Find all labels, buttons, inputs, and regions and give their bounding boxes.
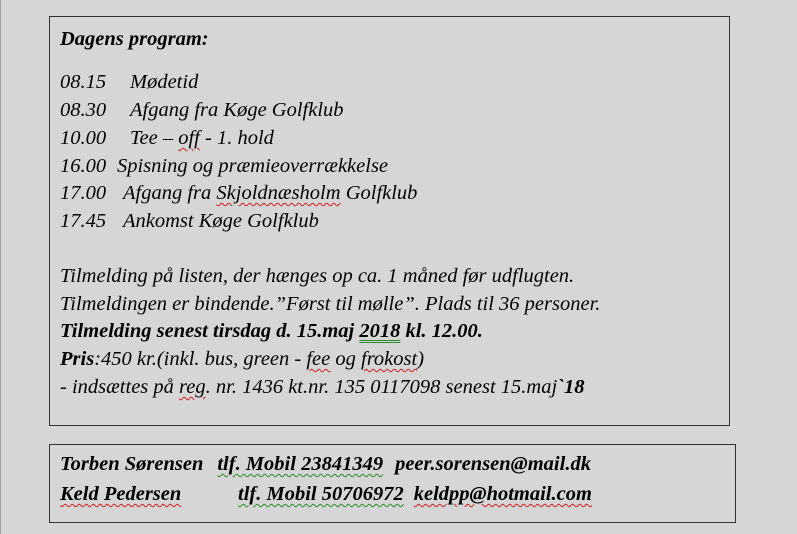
- payment-text: . nr. 1436 kt.nr. 135 0117098 senest 15.maj: [205, 376, 558, 398]
- schedule-text: Afgang fra: [123, 182, 217, 204]
- info-line: Tilmeldingen er bindende.”Først til mølle”. Plads til 36 personer.: [60, 293, 601, 315]
- payment-text: - indsættes på: [60, 376, 180, 398]
- deadline-year: 2018: [359, 320, 401, 342]
- schedule-text-flagged: off: [178, 127, 200, 149]
- contact-row: [60, 451, 591, 477]
- schedule-time: 17.00: [60, 182, 107, 204]
- price-line: [60, 346, 424, 372]
- schedule-text: Golfklub: [340, 182, 418, 204]
- schedule-time: 16.00: [60, 155, 107, 177]
- price-text: og: [330, 348, 362, 370]
- schedule-item: [60, 153, 388, 179]
- contact-row: [60, 481, 592, 507]
- contact-phone: tlf. Mobil 50706972: [238, 483, 404, 505]
- schedule-text: Tee –: [130, 127, 179, 149]
- price-text: :450 kr.(inkl. bus, green -: [94, 348, 307, 370]
- schedule-time: 08.15: [60, 71, 107, 93]
- payment-year: `18: [557, 376, 585, 398]
- schedule-text: Spisning og præmieoverrækkelse: [117, 155, 389, 177]
- schedule-item: [60, 208, 319, 234]
- price-label: Pris: [60, 348, 95, 370]
- schedule-time: 17.45: [60, 210, 107, 232]
- deadline-time: kl. 12.00.: [400, 320, 483, 342]
- schedule-item: [60, 97, 344, 123]
- schedule-text: Ankomst Køge Golfklub: [123, 210, 319, 232]
- payment-line: [60, 374, 584, 400]
- schedule-text-flagged: Skjoldnæsholm: [216, 182, 341, 204]
- deadline-line: [60, 318, 483, 344]
- schedule-time: 08.30: [60, 99, 107, 121]
- contact-email: peer.sorensen@mail.dk: [395, 453, 591, 475]
- program-box: [49, 16, 730, 426]
- program-title: Dagens program:: [60, 28, 209, 50]
- price-text: ): [417, 348, 425, 370]
- schedule-item: [60, 69, 198, 95]
- contact-phone: tlf. Mobil 23841349: [217, 453, 384, 475]
- contact-email: keldpp@hotmail.com: [413, 483, 592, 505]
- contact-name: Keld Pedersen: [60, 483, 182, 505]
- contact-name: Torben Sørensen: [60, 453, 204, 475]
- deadline-text: Tilmelding senest tirsdag d. 15.maj: [60, 320, 360, 342]
- schedule-item: [60, 180, 417, 206]
- price-text-flagged: frokost: [361, 348, 418, 370]
- schedule-item: [60, 125, 274, 151]
- schedule-text: Afgang fra Køge Golfklub: [130, 99, 344, 121]
- payment-text-flagged: reg: [179, 376, 206, 398]
- schedule-time: 10.00: [60, 127, 107, 149]
- contacts-box: [49, 444, 736, 523]
- schedule-text: Mødetid: [130, 71, 199, 93]
- info-line: Tilmelding på listen, der hænges op ca. 1 måned før udflugten.: [60, 265, 575, 287]
- schedule-text: - 1. hold: [199, 127, 274, 149]
- price-text-flagged: fee: [306, 348, 331, 370]
